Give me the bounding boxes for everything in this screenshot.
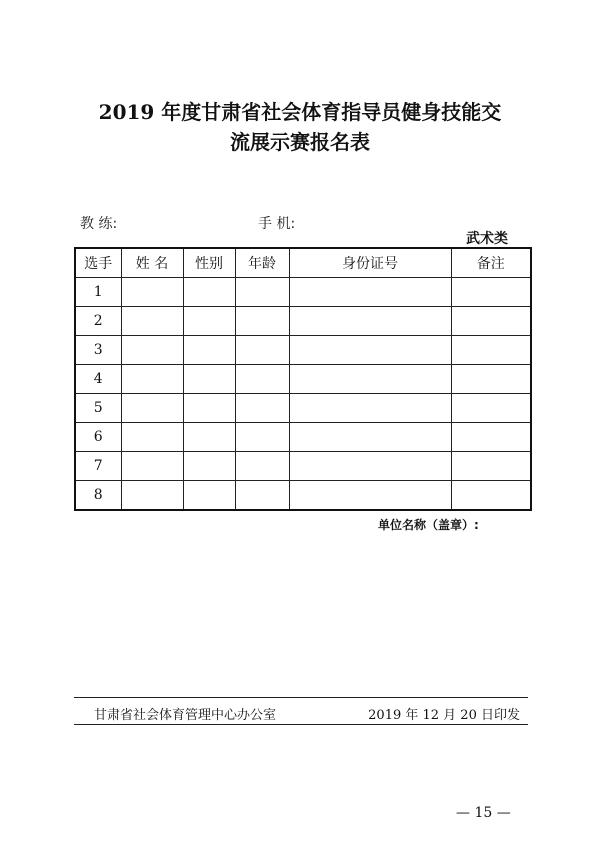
registration-table [74,247,532,511]
remarks-cell[interactable] [451,423,531,452]
remarks-cell[interactable] [451,336,531,365]
remarks-cell[interactable] [451,394,531,423]
name-cell[interactable] [121,365,183,394]
row-number: 4 [75,365,121,394]
gender-cell[interactable] [183,365,235,394]
id-number-cell[interactable] [289,307,451,336]
gender-cell[interactable] [183,336,235,365]
name-cell[interactable] [121,423,183,452]
document-title [0,97,600,157]
table-row [75,481,531,511]
header-remarks: 备注 [451,248,531,278]
age-cell[interactable] [235,452,289,481]
table-header-row [75,248,531,278]
row-number: 6 [75,423,121,452]
id-number-cell[interactable] [289,278,451,307]
row-number: 1 [75,278,121,307]
row-number: 7 [75,452,121,481]
phone-label: 手 机: [258,216,296,232]
id-number-cell[interactable] [289,336,451,365]
age-cell[interactable] [235,307,289,336]
coach-label: 教 练: [80,216,118,232]
name-cell[interactable] [121,278,183,307]
category-label: 武术类 [466,231,508,247]
page-number: — 15 — [456,805,511,821]
remarks-cell[interactable] [451,481,531,511]
footer-issuer: 甘肃省社会体育管理中心办公室 [94,708,277,723]
table-row [75,452,531,481]
remarks-cell[interactable] [451,452,531,481]
id-number-cell[interactable] [289,365,451,394]
header-id-number: 身份证号 [289,248,451,278]
id-number-cell[interactable] [289,423,451,452]
remarks-cell[interactable] [451,307,531,336]
name-cell[interactable] [121,481,183,511]
gender-cell[interactable] [183,423,235,452]
remarks-cell[interactable] [451,278,531,307]
row-number: 3 [75,336,121,365]
gender-cell[interactable] [183,452,235,481]
table-row [75,394,531,423]
header-name: 姓 名 [121,248,183,278]
header-gender: 性别 [183,248,235,278]
footer-rule-bottom [74,724,528,725]
title-line-2: 流展示赛报名表 [230,130,370,154]
age-cell[interactable] [235,423,289,452]
row-number: 2 [75,307,121,336]
gender-cell[interactable] [183,394,235,423]
name-cell[interactable] [121,307,183,336]
id-number-cell[interactable] [289,481,451,511]
row-number: 8 [75,481,121,511]
id-number-cell[interactable] [289,452,451,481]
age-cell[interactable] [235,394,289,423]
remarks-cell[interactable] [451,365,531,394]
row-number: 5 [75,394,121,423]
header-age: 年龄 [235,248,289,278]
gender-cell[interactable] [183,307,235,336]
table-row [75,307,531,336]
age-cell[interactable] [235,365,289,394]
footer-rule-top [74,697,528,698]
id-number-cell[interactable] [289,394,451,423]
header-contestant: 选手 [75,248,121,278]
table-row [75,365,531,394]
age-cell[interactable] [235,336,289,365]
gender-cell[interactable] [183,481,235,511]
title-line-1: 2019 年度甘肃省社会体育指导员健身技能交 [98,100,502,124]
age-cell[interactable] [235,278,289,307]
age-cell[interactable] [235,481,289,511]
gender-cell[interactable] [183,278,235,307]
unit-stamp-label: 单位名称（盖章）: [378,518,479,532]
footer-print-date: 2019 年 12 月 20 日印发 [368,708,520,723]
name-cell[interactable] [121,394,183,423]
table-row [75,336,531,365]
table-row [75,278,531,307]
table-row [75,423,531,452]
name-cell[interactable] [121,452,183,481]
name-cell[interactable] [121,336,183,365]
